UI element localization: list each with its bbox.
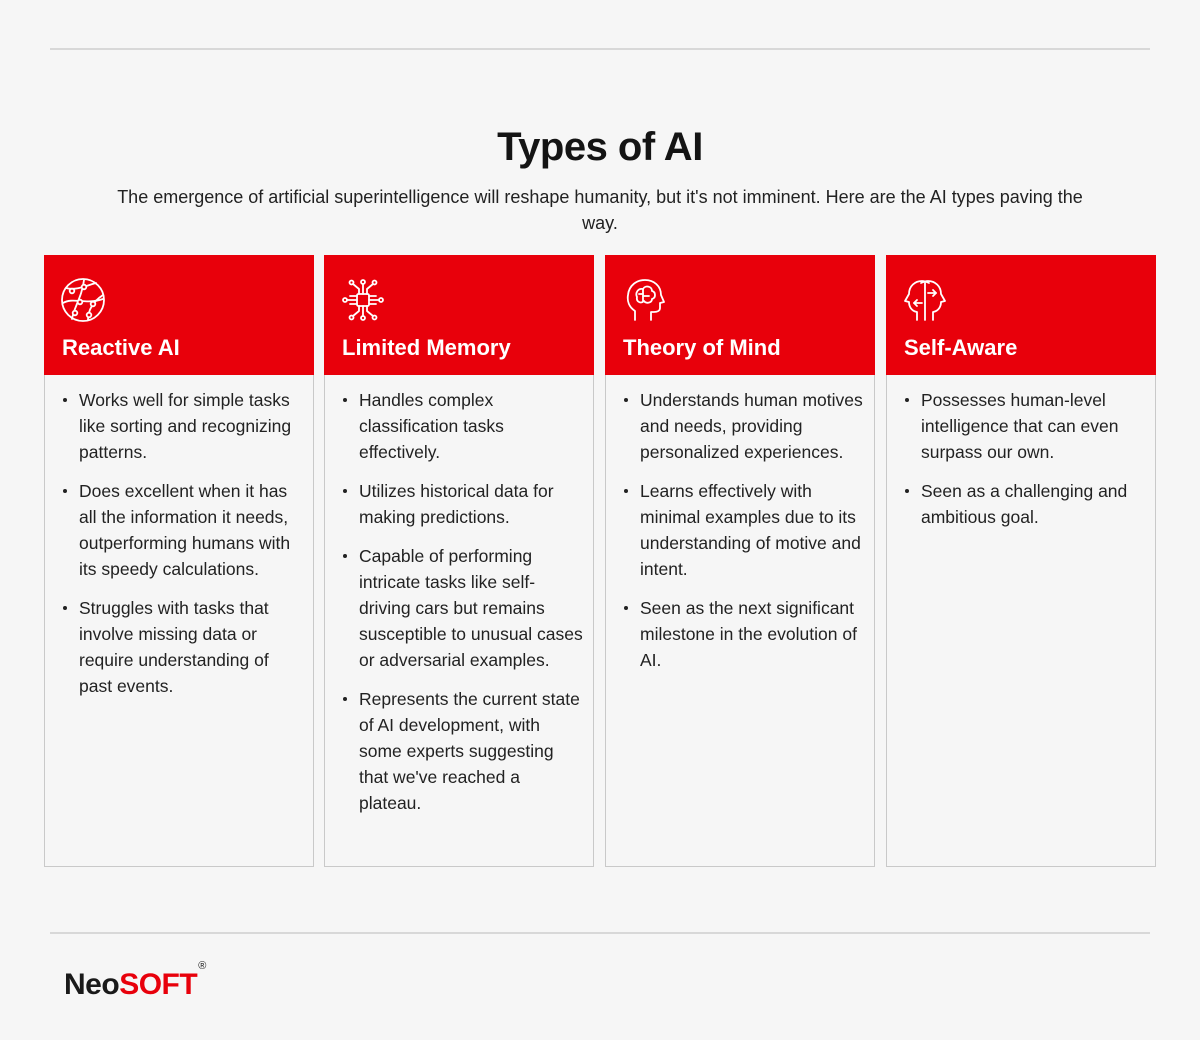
- card-header: [886, 255, 1156, 375]
- card-theory-of-mind: [605, 255, 875, 867]
- circuit-chip-icon: [338, 275, 388, 325]
- bullet-dot: [63, 606, 67, 610]
- list-item: Represents the current state of AI development, with some experts suggesting that we've reached a plateau.: [343, 686, 583, 816]
- list-item: Seen as the next significant milestone in the evolution of AI.: [624, 595, 864, 673]
- bullet-dot: [905, 398, 909, 402]
- bullet-dot: [343, 398, 347, 402]
- point-list: [343, 387, 583, 829]
- two-heads-arrows-icon: [900, 275, 950, 325]
- page-subtitle: The emergence of artificial superintelligence will reshape humanity, but it's not imminent. Here are the AI types paving the way.: [117, 187, 1083, 233]
- card-title: Reactive AI: [62, 335, 180, 360]
- head-brain-icon: [619, 275, 669, 325]
- card-header: [605, 255, 875, 375]
- card-limited-memory: [324, 255, 594, 867]
- bullet-dot: [624, 606, 628, 610]
- bullet-dot: [63, 489, 67, 493]
- card-title: Limited Memory: [342, 335, 511, 360]
- list-item: Handles complex classification tasks effectively.: [343, 387, 583, 465]
- bullet-dot: [63, 398, 67, 402]
- list-item: Capable of performing intricate tasks like self-driving cars but remains susceptible to unusual cases or adversarial examples.: [343, 543, 583, 673]
- card-title: Theory of Mind: [623, 335, 781, 360]
- bullet-dot: [624, 398, 628, 402]
- list-item: Seen as a challenging and ambitious goal.: [905, 478, 1145, 530]
- list-item: Does excellent when it has all the information it needs, outperforming humans with its speedy calculations.: [63, 478, 303, 582]
- bullet-dot: [905, 489, 909, 493]
- point-list: [63, 387, 303, 712]
- list-item: Utilizes historical data for making predictions.: [343, 478, 583, 530]
- bullet-dot: [343, 697, 347, 701]
- card-header: [44, 255, 314, 375]
- list-item: Learns effectively with minimal examples due to its understanding of motive and intent.: [624, 478, 864, 582]
- card-header: [324, 255, 594, 375]
- point-list: [905, 387, 1145, 543]
- card-body: [324, 375, 594, 867]
- point-list: [624, 387, 864, 686]
- top-divider: [50, 48, 1150, 50]
- list-item: Works well for simple tasks like sorting and recognizing patterns.: [63, 387, 303, 465]
- bottom-divider: [50, 932, 1150, 934]
- card-title: Self-Aware: [904, 335, 1018, 360]
- list-item: Possesses human-level intelligence that can even surpass our own.: [905, 387, 1145, 465]
- ai-types-cards: [44, 255, 1156, 867]
- bullet-dot: [343, 554, 347, 558]
- page-title: Types of AI: [497, 124, 703, 169]
- card-reactive-ai: [44, 255, 314, 867]
- globe-network-icon: [58, 275, 108, 325]
- card-body: [886, 375, 1156, 867]
- bullet-dot: [343, 489, 347, 493]
- bullet-dot: [624, 489, 628, 493]
- list-item: Struggles with tasks that involve missing data or require understanding of past events.: [63, 595, 303, 699]
- card-body: [605, 375, 875, 867]
- list-item: Understands human motives and needs, providing personalized experiences.: [624, 387, 864, 465]
- neosoft-logo: NeoSOFT®: [64, 960, 206, 1001]
- card-self-aware: [886, 255, 1156, 867]
- card-body: [44, 375, 314, 867]
